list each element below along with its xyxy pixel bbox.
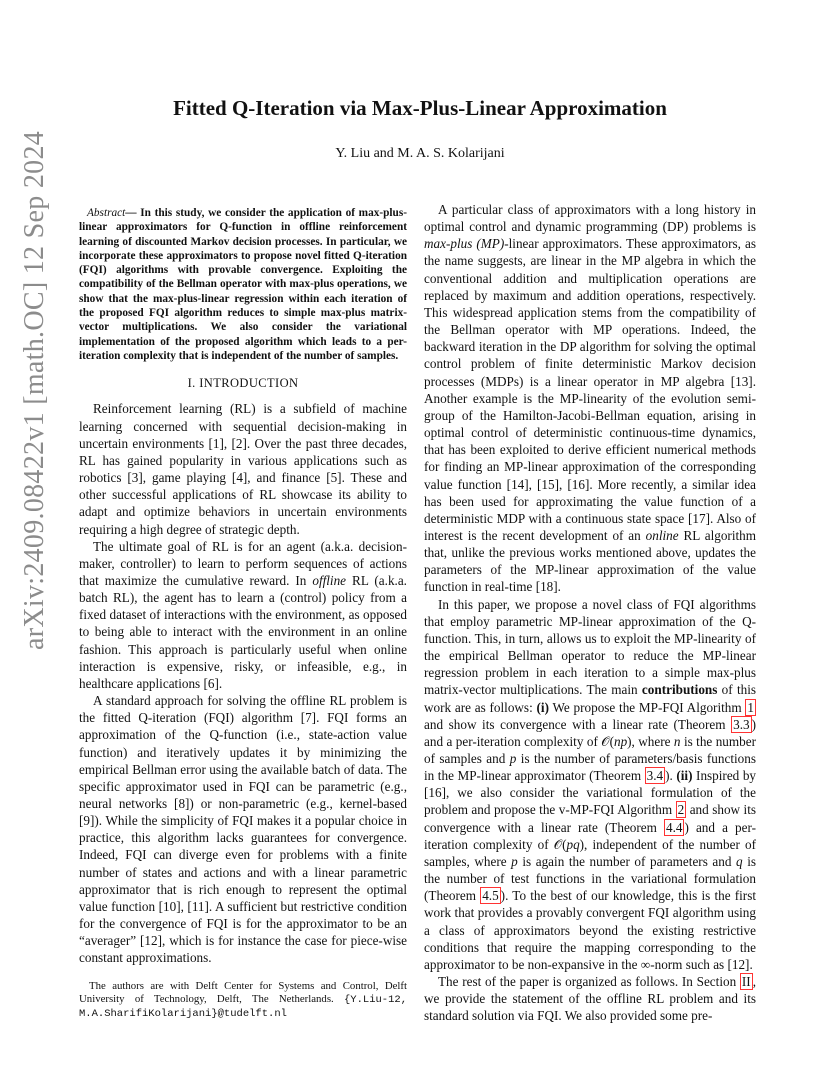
intro-paragraph-3: A standard approach for solving the offline RL problem is the fitted Q-iteration (FQI) algorithm [7]. FQI forms an approximation of the Q-function (i.e., state-action value function) and iteratively updates it by minimizing the empirical Bellman error using the available batch of data. The specific approximator used in FQI can be parametric (e.g., neural networks [8]) or non-parametric (e.g., kernel-based [9]). While the simplicity of FQI makes it a popular choice in practice, this algorithm lacks guarantees for convergence. Indeed, FQI can diverge even for problems with a finite number of states and actions and with a linear parametric approximator that is rich enough to represent the optimal value function [10], [11]. A sufficient but restrictive condition for the convergence of FQI is for the approximator to be an “averager” [12], which is for instance the case for piece-wise constant approximations. [79,693,407,966]
section-link[interactable]: II [741,974,751,990]
text-run: The rest of the paper is organized as follows. In Section [438,974,740,990]
theorem-link[interactable]: 3.4 [646,768,664,784]
author-footnote [79,980,407,1022]
algorithm-link[interactable]: 1 [747,699,754,715]
arxiv-identifier[interactable]: arXiv:2409.08422v1 [math.OC] 12 Sep 2024 [19,130,50,650]
text-run: Inspired by [16], we also consider the variational formulation of the problem and propose the v-MP-FQI Algorithm [424,768,757,818]
author-emails[interactable]: {Y.Liu-12, M.A.SharifiKolarijani}@tudelft.nl [79,993,407,1021]
text-run: ) and a per-iteration complexity of 𝒪( [424,716,756,749]
section-first-letter: I [199,376,204,391]
text-run: The ultimate goal of RL is for an agent (a.k.a. decision-maker, controller) to learn to perform sequences of actions that maximize the cumulative reward. In [79,538,407,588]
right-paragraph-1 [424,201,756,596]
math-var: p [509,751,517,766]
text-run: -linear approximators. These approximators, as the name suggests, are linear in the MP algebra in which the conventional addition and multiplication operations are replaced by maximum and addition operations, respectively. This widespread application stems from the compatibility of the Bellman operator with MP operations. Indeed, the backward iteration in the DP algorithm for solving the optimal control problem of finite deterministic Markov decision processes (MDPs) is a linear operator in MP algebra [13]. Another example is the MP-linearity of the evolution semi-group of the Hamilton-Jacobi-Bellman equation, arising in optimal control of deterministic continuous-time dynamics, that has been exploited to derive efficient numerical methods for finding an MP-linear approximation of the corresponding value function [14], [15], [16]. More recently, a similar idea has been used for approximating the value function of a deterministic MDP with a continuous state space [17]. Also of interest is the recent development of an [424,236,756,543]
right-column [424,201,756,1025]
text-run: ) and a per-iteration complexity of 𝒪( [424,819,756,852]
abstract-text: In this study, we consider the application of max-plus-linear approximators for Q-function in offline reinforcement learning of discounted Markov decision processes. In particular, we incorporate these approximators to propose novel fitted Q-iteration (FQI) algorithms with provable convergence. Exploiting the compatibility of the Bellman operator with max-plus operations, we show that the max-plus-linear regression within each iteration of the proposed FQI algorithm reduces to simple max-plus matrix-vector multiplications. We also consider the variational implementation of the proposed algorithm which leads to a per-iteration complexity that is independent of the number of samples. [79,207,407,362]
section-rest: NTRODUCTION [203,376,299,391]
text-run: is the number of test functions in the variational formulation (Theorem [424,853,757,904]
math-var: np [613,733,628,749]
right-paragraph-2 [424,596,756,973]
right-paragraph-3 [424,973,756,1024]
emphasis: offline [312,572,347,588]
text-run: RL algorithm that, unlike the previous works mentioned above, updates the parameters of the MP-linear approximation of the value function in real-time [18]. [424,527,757,595]
text-run: ), independent of the number of samples, where [424,836,756,869]
text-run: We propose the MP-FQI Algorithm [548,699,746,715]
intro-paragraph-1: Reinforcement learning (RL) is a subfield of machine learning concerned with sequential decision-making in uncertain environments [1], [2]. Over the past three decades, RL has gained popularity in various applications such as robotics [3], game playing [4], and finance [5]. These and other successful applications of RL showcase its ability to adapt and optimize behaviors in uncertain environments requiring a high degree of strategic depth. [79,401,407,537]
abstract-dash: — [125,207,137,219]
theorem-link[interactable]: 3.3 [733,716,750,732]
text-run: A particular class of approximators with a long history in optimal control and dynamic programming (DP) problems is [424,202,756,235]
theorem-link[interactable]: 4.5 [482,888,499,904]
text-run: In this paper, we propose a novel class of FQI algorithms that employ parametric MP-linear approximation of the Q-function. This, in turn, allows us to exploit the MP-linearity of the empirical Bellman operator to reduce the MP-linear regression problem in each iteration to a simple max-plus matrix-vector multiplications. The main [424,596,756,698]
math-var: p [511,853,518,869]
section-heading-introduction [79,375,407,392]
math-var: n [673,733,681,749]
text-run: is the number of samples and [424,733,756,766]
bold-text: (i) [536,699,549,715]
text-run: of this work are as follows: [424,682,756,715]
text-run: is again the number of parameters and [517,853,737,869]
intro-paragraph-2 [79,538,407,692]
text-run: and show its convergence with a linear rate (Theorem [424,802,756,835]
paper-title: Fitted Q-Iteration via Max-Plus-Linear Approximation [173,96,667,120]
text-run: is the number of parameters/basis functions in the MP-linear approximator (Theorem [424,751,756,784]
abstract-label: Abstract [87,207,126,219]
text-run: and show its convergence with a linear rate (Theorem [424,716,732,732]
emphasis: online [645,527,679,543]
abstract [79,206,407,363]
emphasis: max-plus (MP) [424,236,505,252]
text-run: RL (a.k.a. batch RL), the agent has to learn a (control) policy from a fixed dataset of interactions with the environment, as opposed to being able to interact with the environment in an online fashion. This approach is particularly useful when online interaction is expensive, risky, or infeasible, e.g., in healthcare applications [6]. [79,572,407,691]
left-column [79,206,407,1022]
bold-text: (ii) [676,768,693,784]
text-run: ). [665,768,677,784]
section-numeral: I. [187,376,200,391]
algorithm-link[interactable]: 2 [677,802,685,818]
math-var: pq [566,836,580,852]
bold-text: contributions [641,682,718,698]
footnote-text: The authors are with Delft Center for Systems and Control, Delft University of Technology, Delft, The Netherlands. [79,979,407,1005]
text-run: ), where [627,733,674,749]
theorem-link[interactable]: 4.4 [665,819,683,835]
text-run: ). To the best of our knowledge, this is the first work that provides a provably convergent FQI algorithm using a class of approximators beyond the existing restrictive conditions that require the mapping corresponding to the approximator to be non-expansive in the ∞-norm such as [12]. [424,888,756,972]
math-var: q [736,853,743,869]
text-run: , we provide the statement of the offline RL problem and its standard solution via FQI. We also provided some pre- [424,974,756,1024]
paper-authors: Y. Liu and M. A. S. Kolarijani [335,146,505,161]
